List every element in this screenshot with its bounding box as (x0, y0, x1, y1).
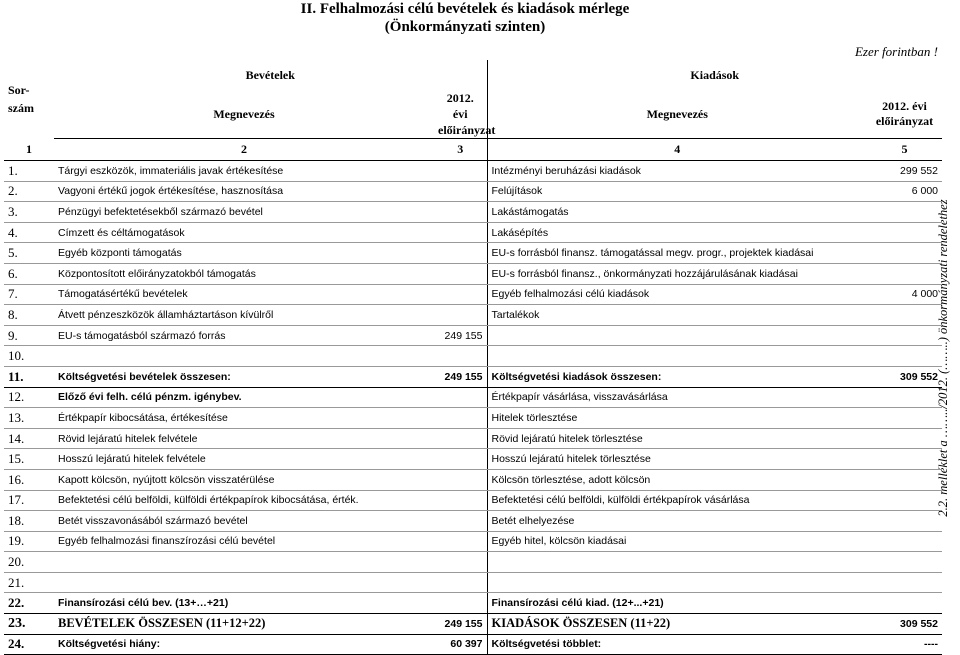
row-number: 24. (4, 634, 54, 655)
expense-name: Egyéb felhalmozási célú kiadások (487, 284, 867, 305)
expense-name: Egyéb hitel, kölcsön kiadásai (487, 531, 867, 552)
row-number: 9. (4, 325, 54, 346)
revenue-name (54, 572, 434, 593)
page-title: II. Felhalmozási célú bevételek és kiadások mérlege (300, 1, 630, 17)
revenue-name: Finansírozási célú bev. (13+…+21) (54, 593, 434, 614)
revenue-name: Vagyoni értékű jogok értékesítése, hasznosítása (54, 181, 434, 202)
table-row (4, 387, 942, 408)
expense-amount (867, 325, 942, 346)
row-number: 21. (4, 572, 54, 593)
table-row (4, 531, 942, 552)
row-number: 3. (4, 202, 54, 223)
table-row (4, 511, 942, 532)
revenue-name: Egyéb felhalmozási finanszírozási célú bevétel (54, 531, 434, 552)
row-number: 20. (4, 552, 54, 573)
col-number: 4 (487, 139, 867, 161)
revenue-amount (434, 222, 487, 243)
revenue-amount (434, 202, 487, 223)
table-row (4, 572, 942, 593)
row-number: 7. (4, 284, 54, 305)
expense-name: Intézményi beruházási kiadások (487, 161, 867, 182)
revenue-name: Átvett pénzeszközök államháztartáson kívülről (54, 305, 434, 326)
expense-name: Lakástámogatás (487, 202, 867, 223)
revenue-name: Rövid lejáratú hitelek felvétele (54, 428, 434, 449)
revenue-name: Pénzügyi befektetésekből származó bevétel (54, 202, 434, 223)
col-number: 5 (867, 139, 942, 161)
revenue-amount (434, 469, 487, 490)
table-row (4, 469, 942, 490)
col-number: 2 (54, 139, 434, 161)
expense-amount (867, 202, 942, 223)
expense-amount (867, 222, 942, 243)
row-number: 23. (4, 614, 54, 635)
row-number: 6. (4, 263, 54, 284)
expense-amount (867, 469, 942, 490)
table-row (4, 614, 942, 635)
sorszam-header: Sor- szám (8, 83, 34, 116)
revenue-amount: 60 397 (434, 634, 487, 655)
revenue-name: Költségvetési bevételek összesen: (54, 366, 434, 387)
row-number: 8. (4, 305, 54, 326)
expense-amount (867, 263, 942, 284)
unit-note: Ezer forintban ! (854, 44, 938, 59)
megnevezes-left-header: Megnevezés (54, 90, 434, 139)
expense-name: Kölcsön törlesztése, adott kölcsön (487, 469, 867, 490)
expense-name: Felújítások (487, 181, 867, 202)
revenue-name: Központosított előirányzatokból támogatás (54, 263, 434, 284)
revenue-name: Befektetési célú belföldi, külföldi értékpapírok kibocsátása, érték. (54, 490, 434, 511)
expense-name: Értékpapír vásárlása, visszavásárlása (487, 387, 867, 408)
expense-name: KIADÁSOK ÖSSZESEN (11+22) (487, 614, 867, 635)
revenue-amount (434, 284, 487, 305)
table-row (4, 593, 942, 614)
revenue-amount (434, 161, 487, 182)
expense-amount (867, 593, 942, 614)
revenue-name: Egyéb központi támogatás (54, 243, 434, 264)
row-number: 19. (4, 531, 54, 552)
expense-name: Befektetési célú belföldi, külföldi értékpapírok vásárlása (487, 490, 867, 511)
table-row (4, 222, 942, 243)
balance-table (4, 60, 942, 655)
revenue-name: Hosszú lejáratú hitelek felvétele (54, 449, 434, 470)
revenue-amount (434, 346, 487, 367)
revenue-amount (434, 181, 487, 202)
revenue-name: Támogatásértékű bevételek (54, 284, 434, 305)
table-row (4, 161, 942, 182)
expense-name (487, 572, 867, 593)
bevetelek-header: Bevételek (245, 67, 295, 82)
row-number: 13. (4, 408, 54, 429)
table-row (4, 284, 942, 305)
table-row (4, 202, 942, 223)
expense-name (487, 346, 867, 367)
revenue-name (54, 346, 434, 367)
page-subtitle: (Önkormányzati szinten) (384, 19, 546, 35)
revenue-amount (434, 490, 487, 511)
table-row (4, 408, 942, 429)
revenue-amount (434, 449, 487, 470)
side-annex-note: 2.2. melléklet a ……../2012. (……..) önkormányzati rendelethez (935, 199, 950, 517)
row-number: 1. (4, 161, 54, 182)
row-number: 12. (4, 387, 54, 408)
expense-name: EU-s forrásból finansz., önkormányzati hozzájárulásának kiadásai (487, 263, 867, 284)
revenue-amount (434, 552, 487, 573)
expense-name: Költségvetési többlet: (487, 634, 867, 655)
table-row (4, 634, 942, 655)
row-number: 15. (4, 449, 54, 470)
kiadasok-header: Kiadások (487, 60, 942, 90)
revenue-amount (434, 531, 487, 552)
expense-amount: 309 552 (867, 614, 942, 635)
revenue-name: Címzett és céltámogatások (54, 222, 434, 243)
expense-amount (867, 428, 942, 449)
expense-name: Finansírozási célú kiad. (12+...+21) (487, 593, 867, 614)
row-number: 18. (4, 511, 54, 532)
revenue-name: Kapott kölcsön, nyújtott kölcsön visszatérülése (54, 469, 434, 490)
table-row (4, 243, 942, 264)
revenue-name: BEVÉTELEK ÖSSZESEN (11+12+22) (54, 614, 434, 635)
expense-name: Hitelek törlesztése (487, 408, 867, 429)
revenue-amount (434, 408, 487, 429)
revenue-amount: 249 155 (434, 614, 487, 635)
table-row (4, 552, 942, 573)
expense-name (487, 325, 867, 346)
row-number: 5. (4, 243, 54, 264)
table-row (4, 366, 942, 387)
revenue-name: EU-s támogatásból származó forrás (54, 325, 434, 346)
expense-amount (867, 511, 942, 532)
row-number: 16. (4, 469, 54, 490)
expense-amount (867, 572, 942, 593)
row-number: 17. (4, 490, 54, 511)
revenue-name: Tárgyi eszközök, immateriális javak értékesítése (54, 161, 434, 182)
expense-name: Lakásépítés (487, 222, 867, 243)
row-number: 22. (4, 593, 54, 614)
revenue-name: Betét visszavonásából származó bevétel (54, 511, 434, 532)
revenue-amount (434, 511, 487, 532)
expense-amount (867, 387, 942, 408)
expense-name: EU-s forrásból finansz. támogatással megv. progr., projektek kiadásai (487, 243, 867, 264)
revenue-amount (434, 428, 487, 449)
eloiranyzat-right-header: 2012. évi előirányzat (867, 90, 942, 139)
revenue-amount (434, 387, 487, 408)
revenue-name: Értékpapír kibocsátása, értékesítése (54, 408, 434, 429)
revenue-name: Költségvetési hiány: (54, 634, 434, 655)
expense-amount (867, 408, 942, 429)
col-number: 1 (4, 139, 54, 161)
expense-name: Rövid lejáratú hitelek törlesztése (487, 428, 867, 449)
expense-name: Betét elhelyezése (487, 511, 867, 532)
expense-amount (867, 449, 942, 470)
expense-name: Hosszú lejáratú hitelek törlesztése (487, 449, 867, 470)
row-number: 11. (4, 366, 54, 387)
expense-amount: ---- (867, 634, 942, 655)
expense-name (487, 552, 867, 573)
table-row (4, 325, 942, 346)
expense-amount: 6 000 (867, 181, 942, 202)
row-number: 2. (4, 181, 54, 202)
expense-amount: 4 000 (867, 284, 942, 305)
table-row (4, 428, 942, 449)
expense-amount (867, 531, 942, 552)
revenue-amount (434, 263, 487, 284)
expense-name: Költségvetési kiadások összesen: (487, 366, 867, 387)
eloiranyzat-left-header: 2012. évi előirányzat (434, 90, 487, 139)
expense-name: Tartalékok (487, 305, 867, 326)
table-row (4, 490, 942, 511)
revenue-amount (434, 593, 487, 614)
row-number: 4. (4, 222, 54, 243)
table-row (4, 181, 942, 202)
row-number: 14. (4, 428, 54, 449)
table-row (4, 346, 942, 367)
expense-amount (867, 243, 942, 264)
table-row (4, 449, 942, 470)
expense-amount (867, 552, 942, 573)
expense-amount: 299 552 (867, 161, 942, 182)
revenue-amount (434, 243, 487, 264)
expense-amount (867, 346, 942, 367)
revenue-name: Előző évi felh. célú pénzm. igénybev. (54, 387, 434, 408)
expense-amount (867, 490, 942, 511)
revenue-amount (434, 305, 487, 326)
table-row (4, 305, 942, 326)
row-number: 10. (4, 346, 54, 367)
table-row (4, 263, 942, 284)
megnevezes-right-header: Megnevezés (487, 90, 867, 139)
col-number: 3 (434, 139, 487, 161)
revenue-amount (434, 572, 487, 593)
expense-amount (867, 305, 942, 326)
revenue-name (54, 552, 434, 573)
revenue-amount: 249 155 (434, 366, 487, 387)
expense-amount: 309 552 (867, 366, 942, 387)
revenue-amount: 249 155 (434, 325, 487, 346)
